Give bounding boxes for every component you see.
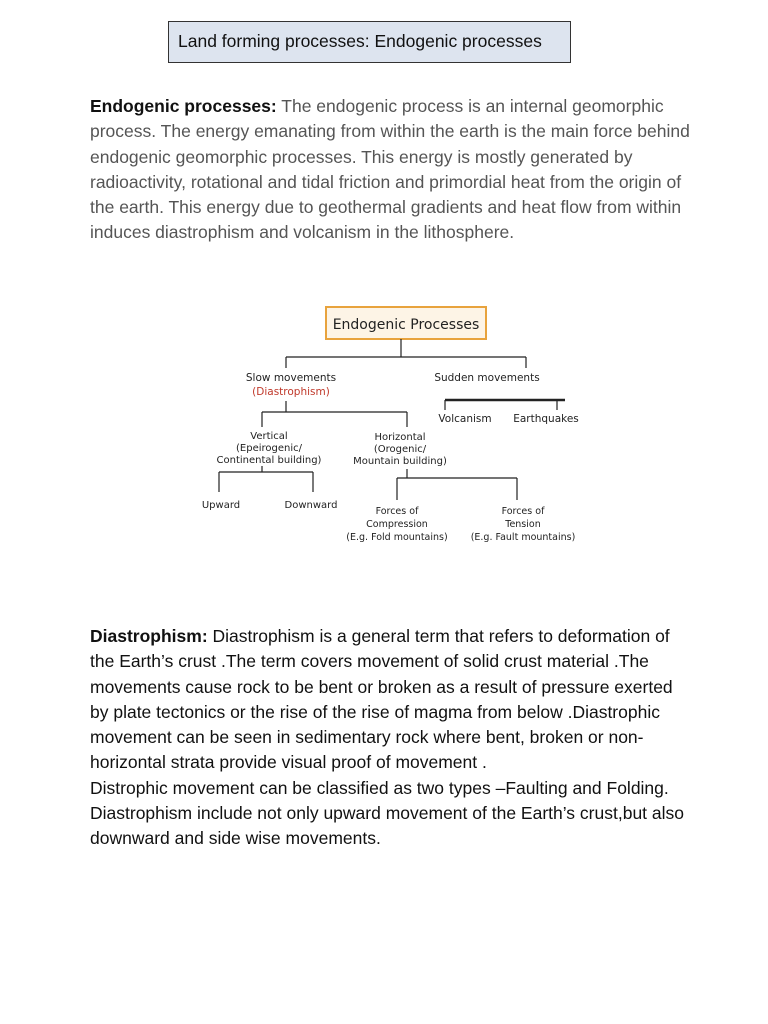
endogenic-paragraph	[90, 94, 690, 246]
endogenic-process-diagram	[195, 300, 595, 550]
horizontal-line2: (Orogenic/	[373, 444, 427, 455]
volcanism-label: Volcanism	[438, 413, 492, 425]
endogenic-heading: Endogenic processes:	[90, 96, 277, 116]
earthquakes-label: Earthquakes	[513, 413, 579, 425]
diastrophism-para-1	[90, 624, 690, 776]
page-title: Land forming processes: Endogenic processes	[168, 21, 571, 63]
diastrophism-heading: Diastrophism:	[90, 626, 208, 646]
compression-line3: (E.g. Fold mountains)	[346, 532, 448, 543]
tension-line1: Forces of	[501, 506, 545, 517]
tension-line3: (E.g. Fault mountains)	[470, 532, 576, 543]
horizontal-label: Horizontal	[374, 432, 426, 443]
compression-line1: Forces of	[375, 506, 419, 517]
compression-line2: Compression	[366, 519, 428, 530]
diastrophism-para-2: Distrophic movement can be classified as two types –Faulting and Folding. Diastrophism include not only upward movement of the Earth’s crust,but also downward and side wise movements.	[90, 777, 685, 849]
root-label: Endogenic Processes	[332, 317, 480, 333]
vertical-line2: (Epeirogenic/	[236, 443, 302, 454]
downward-label: Downward	[284, 500, 338, 511]
diastrophism-paragraph	[90, 624, 690, 852]
tension-line2: Tension	[505, 519, 541, 530]
upward-label: Upward	[201, 500, 241, 511]
vertical-line3: Continental building)	[216, 455, 322, 466]
slow-movements-label: Slow movements	[245, 372, 337, 384]
endogenic-body: The endogenic process is an internal geomorphic process. The energy emanating from within the earth is the main force behind endogenic geomorphic processes. This energy is mostly generated by radioactivity, rotational and tidal friction and primordial heat from the origin of the earth. This energy due to geothermal gradients and heat flow from within induces diastrophism and volcanism in the lithosphere.	[90, 96, 690, 243]
sudden-movements-label: Sudden movements	[434, 372, 540, 384]
horizontal-line3: Mountain building)	[353, 456, 447, 467]
vertical-label: Vertical	[250, 431, 288, 442]
diastrophism-body-1: Diastrophism is a general term that refers to deformation of the Earth’s crust .The term covers movement of solid crust material .The movements cause rock to be bent or broken as a result of pressure exerted by plate tectonics or the rise of the rise of magma from below .Diastrophic movement can be seen in sedimentary rock where bent, broken or non-horizontal strata provide visual proof of movement .	[90, 626, 673, 773]
diastrophism-label: (Diastrophism)	[252, 386, 330, 398]
